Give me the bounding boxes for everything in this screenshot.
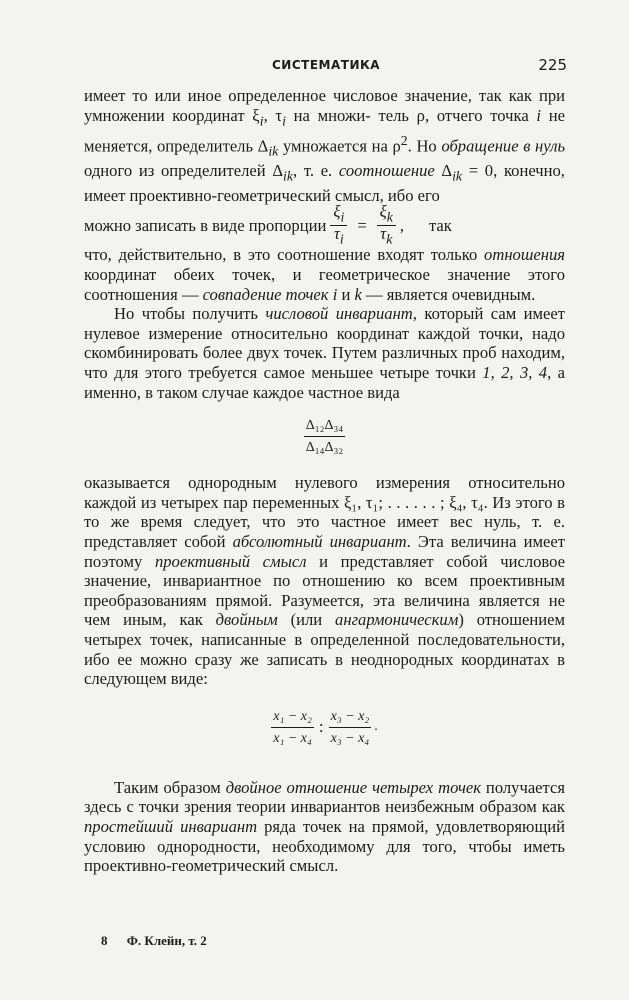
delta-quotient-formula <box>84 416 565 457</box>
paragraph-1: имеет то или иное определенное числовое значение, так как при умножении координат $\xi_i$, $\tau_i$ на множи- тель ρ, отчего точка i не меняется, определитель $\Delta_{ik}$ умножается на $\rho^2$. Но обращение в нуль одного из определителей $\Delta_{ik}$, т. е. соотношение $\Delta_{ik} = 0$, конечно, имеет проективно-геометрический смысл, ибо его <box>84 86 566 205</box>
paragraph-2: Но чтобы получить числовой инвариант, который сам имеет нулевое измерение относительно координат каждой точки, надо скомбинировать более двух точек. Путем различных проб находим, что для этого требуется самое меньшее четыре точки 1, 2, 3, 4, а именно, в таком случае каждое частное вида <box>84 304 566 402</box>
paragraph-4: Таким образом двойное отношение четырех точек получается здесь с точки зрения теории инвариантов неизбежным образом как простейший инвариант ряда точек на прямой, удовлетворяющий условию однородности, необходимому для того, чтобы иметь проективно-геометрический смысл. <box>84 777 565 876</box>
imprint-line: Ф. Клейн, т. 2 <box>126 933 207 948</box>
page-body <box>84 86 565 876</box>
page-number: 225 <box>538 56 567 74</box>
proportion-line: можно записать в виде пропорции $\frac{\xi_i}{\tau_i}$ = $\frac{\xi_k}{\tau_k}$ , так <box>84 201 452 247</box>
running-title: СИСТЕМАТИКА <box>272 58 381 72</box>
fraction-xi-tau-k: $\frac{\xi_k}{\tau_k}$ <box>377 204 396 248</box>
signature-mark: 8 <box>101 933 108 948</box>
paragraph-3: оказывается однородным нулевого измерения относительно каждой из четырех пар переменных ξ₁, τ₁; . . . . . . ; ξ₄, τ₄. Из этого в то же время следует, что это частное имеет вес нуль, т. е. представляет собой абсолютный инвариант. Эта величина имеет поэтому проективный смысл и представляет собой числовое значение, инвариантное по отношению ко всем проективным преобразованиям прямой. Разумеется, эта величина является не чем иным, как двойным (или ангармоническим) отношением четырех точек, написанные в определенной последовательности, ибо ее можно сразу же записать в неоднородных координатах в следующем виде: <box>84 473 565 689</box>
delta-denominator: Δ₁₄Δ₃₂ <box>305 440 344 456</box>
cross-ratio-formula: $\frac{\text{x₁ − x₂}}{\text{x₁ − x₄}}$ : $\frac{\text{x₃ − x₂}}{\text{x₃ − x₄}}$ . <box>273 708 378 746</box>
paragraph-1-continued: что, действительно, в это соотношение входят только отношения координат обеих точек, и геометрическое значение этого соотношения — совпадение точек i и k — является очевидным. <box>84 245 565 304</box>
delta-numerator: Δ₁₂Δ₃₄ <box>304 416 346 437</box>
fraction-xi-tau-i: $\frac{\xi_i}{\tau_i}$ <box>330 204 347 248</box>
page-footer <box>101 933 207 949</box>
page-header <box>84 56 567 78</box>
